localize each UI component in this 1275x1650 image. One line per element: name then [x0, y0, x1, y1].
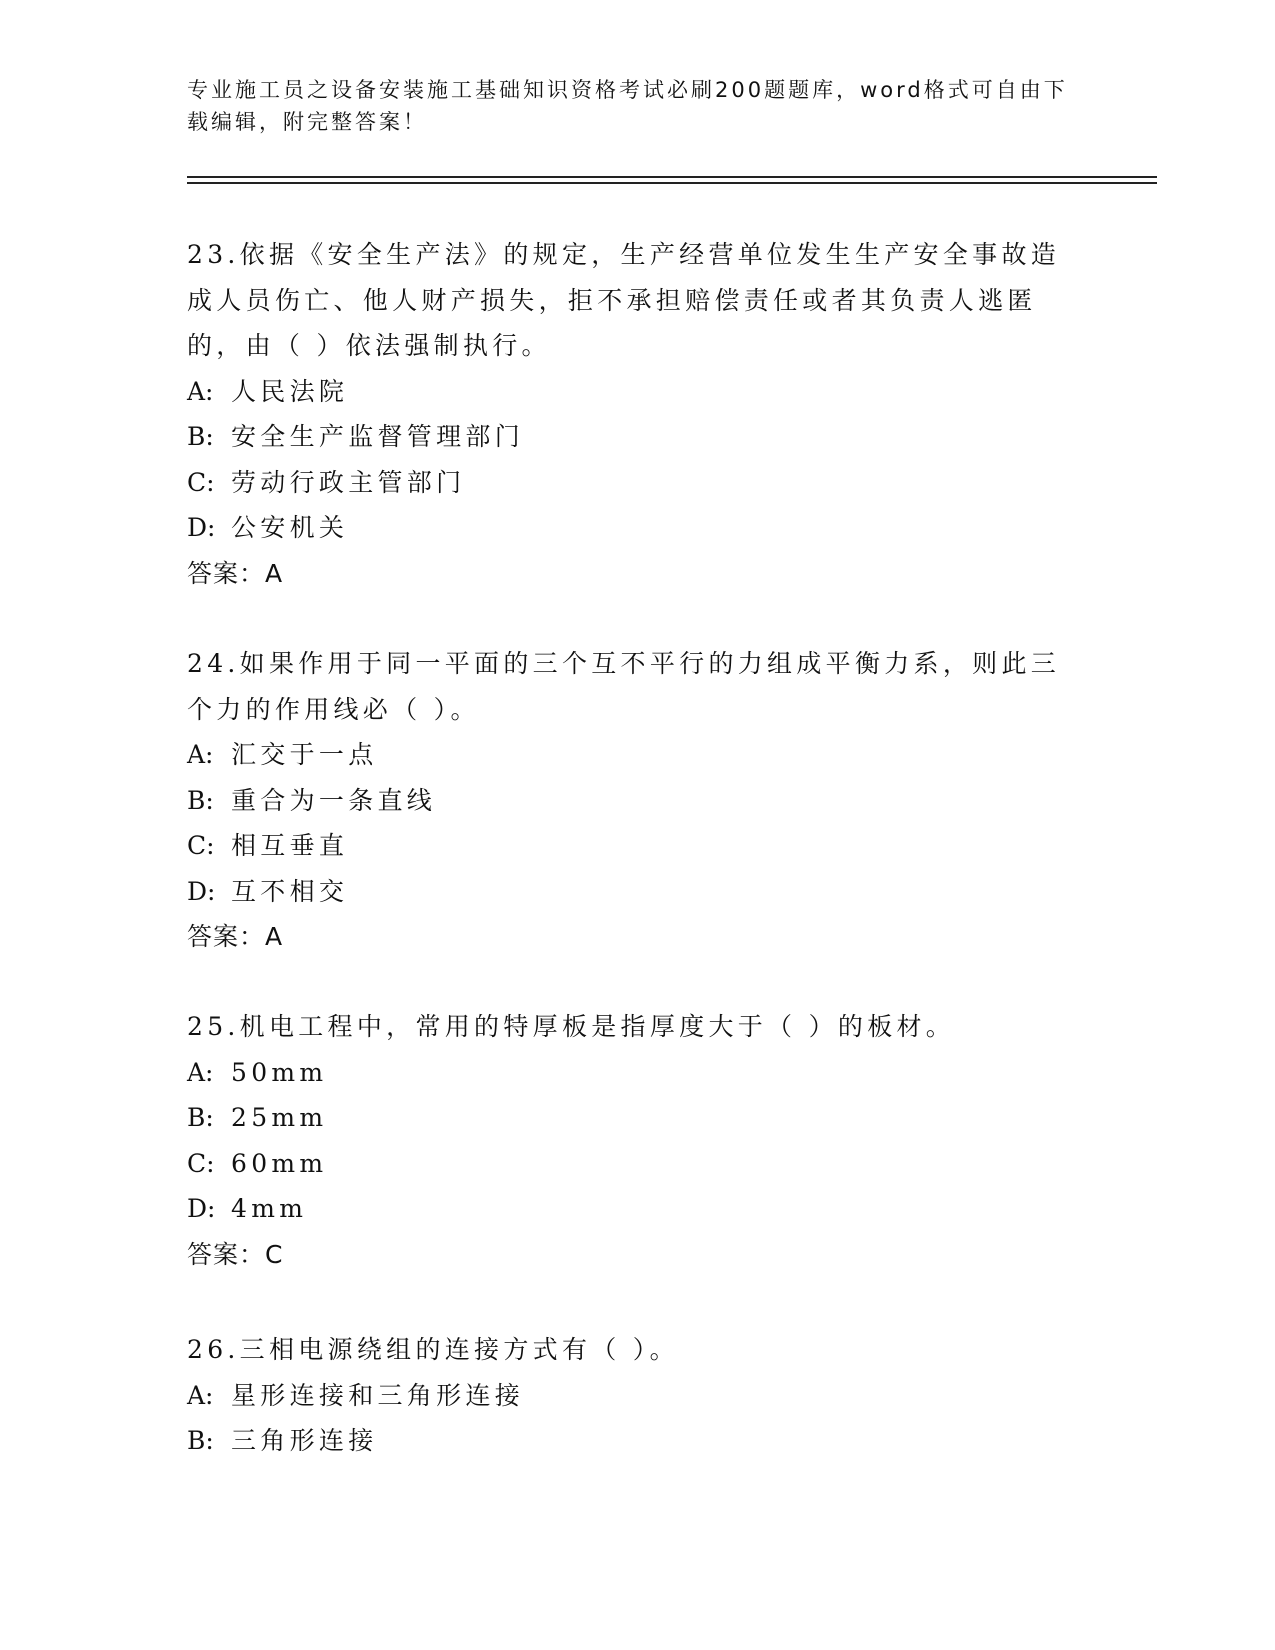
option-letter: C: — [187, 1148, 215, 1178]
option-a — [187, 1373, 1087, 1419]
option-text: 公安机关 — [231, 513, 349, 542]
option-text: 劳动行政主管部门 — [231, 467, 466, 497]
option-letter: A: — [187, 1057, 214, 1087]
question-text: 24.如果作用于同一平面的三个互不平行的力组成平衡力系，则此三个力的作用线必（ ）。 — [187, 649, 1061, 724]
question-text: 25.机电工程中，常用的特厚板是指厚度大于（ ）的板材。 — [187, 1012, 956, 1041]
option-b — [187, 414, 1087, 460]
option-d — [187, 1186, 1087, 1232]
question-text: 26.三相电源绕组的连接方式有（ ）。 — [187, 1335, 679, 1364]
option-c — [187, 823, 1087, 869]
option-c — [187, 460, 1087, 506]
option-b — [187, 1095, 1087, 1141]
option-text: 安全生产监督管理部门 — [231, 422, 525, 451]
answer-line: 答案：A — [187, 922, 284, 951]
option-letter: C: — [187, 467, 215, 497]
option-text: 50mm — [231, 1057, 328, 1087]
option-letter: B: — [187, 1426, 214, 1455]
option-text: 60mm — [231, 1148, 328, 1178]
option-letter: B: — [187, 422, 214, 451]
question-24 — [187, 641, 1087, 960]
option-text: 人民法院 — [231, 376, 349, 406]
option-text: 互不相交 — [231, 876, 349, 906]
option-letter: D: — [187, 513, 216, 542]
question-text: 23.依据《安全生产法》的规定，生产经营单位发生生产安全事故造成人员伤亡、他人财产损失，拒不承担赔偿责任或者其负责人逃匿的，由（ ）依法强制执行。 — [187, 240, 1061, 360]
option-letter: B: — [187, 1103, 214, 1132]
option-text: 4mm — [231, 1194, 308, 1223]
option-b — [187, 1418, 1087, 1464]
question-25 — [187, 1004, 1087, 1277]
document-header: 专业施工员之设备安装施工基础知识资格考试必刷200题题库，word格式可自由下载编辑，附完整答案！ — [187, 78, 1068, 134]
option-text: 星形连接和三角形连接 — [231, 1380, 525, 1410]
option-a — [187, 732, 1087, 778]
option-letter: D: — [187, 1194, 216, 1223]
question-26 — [187, 1327, 1087, 1464]
option-a — [187, 369, 1087, 415]
option-b — [187, 778, 1087, 824]
header-rule-bottom — [187, 182, 1157, 184]
option-letter: A: — [187, 740, 214, 769]
question-23 — [187, 232, 1087, 596]
option-text: 汇交于一点 — [231, 740, 378, 769]
option-letter: A: — [187, 376, 214, 406]
option-letter: B: — [187, 785, 214, 815]
header-rule-top — [187, 176, 1157, 178]
option-letter: C: — [187, 831, 215, 860]
option-a — [187, 1050, 1087, 1096]
option-letter: D: — [187, 876, 216, 906]
answer-line: 答案：A — [187, 558, 284, 588]
option-d — [187, 869, 1087, 915]
option-text: 重合为一条直线 — [231, 785, 437, 815]
option-d — [187, 505, 1087, 551]
option-text: 25mm — [231, 1103, 328, 1132]
option-letter: A: — [187, 1380, 214, 1410]
option-text: 三角形连接 — [231, 1426, 378, 1455]
answer-line: 答案：C — [187, 1239, 284, 1269]
option-text: 相互垂直 — [231, 831, 349, 860]
option-c — [187, 1141, 1087, 1187]
